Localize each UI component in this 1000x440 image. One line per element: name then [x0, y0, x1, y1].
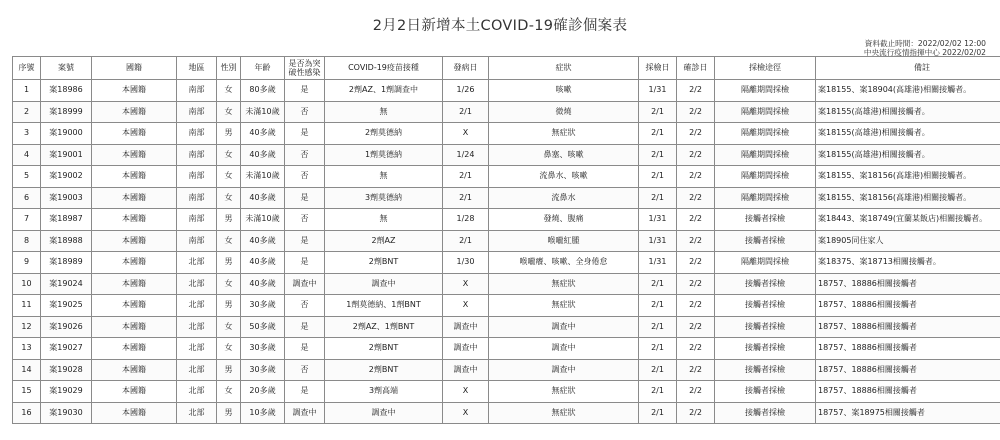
- cell-sex: 男: [217, 359, 241, 381]
- cell-age: 10多歲: [241, 402, 285, 424]
- cell-sample-date: 2/1: [639, 144, 677, 166]
- cell-nationality: 本國籍: [92, 338, 177, 360]
- cell-age: 40多歲: [241, 144, 285, 166]
- cell-test-route: 隔離期間採檢: [715, 123, 816, 145]
- cell-age: 40多歲: [241, 123, 285, 145]
- cell-symptoms: 無症狀: [489, 381, 639, 403]
- cell-confirm-date: 2/2: [677, 187, 715, 209]
- cell-region: 北部: [177, 381, 217, 403]
- cell-sex: 男: [217, 252, 241, 274]
- cell-remarks: 18757、18886相關接觸者: [816, 381, 1000, 403]
- cell-nationality: 本國籍: [92, 252, 177, 274]
- cell-vaccine: 3劑高端: [325, 381, 443, 403]
- cell-remarks: 18757、18886相關接觸者: [816, 295, 1000, 317]
- cell-seq: 13: [13, 338, 41, 360]
- cell-sex: 女: [217, 80, 241, 102]
- cell-sample-date: 2/1: [639, 402, 677, 424]
- cell-remarks: 18757、案18975相關接觸者: [816, 402, 1000, 424]
- cell-test-route: 隔離期間採檢: [715, 252, 816, 274]
- cell-symptoms: 流鼻水: [489, 187, 639, 209]
- cell-remarks: 案18375、案18713相關接觸者。: [816, 252, 1000, 274]
- cell-nationality: 本國籍: [92, 230, 177, 252]
- cell-confirm-date: 2/2: [677, 166, 715, 188]
- table-row: [13, 187, 1000, 209]
- cell-symptoms: 咳嗽: [489, 80, 639, 102]
- table-body: [13, 80, 1000, 424]
- cell-sample-date: 2/1: [639, 316, 677, 338]
- cell-onset-date: 1/26: [443, 80, 489, 102]
- cell-sample-date: 2/1: [639, 273, 677, 295]
- cell-breakthrough: 是: [285, 80, 325, 102]
- table-row: [13, 101, 1000, 123]
- cell-remarks: 案18155(高雄港)相關接觸者。: [816, 144, 1000, 166]
- cell-onset-date: 2/1: [443, 101, 489, 123]
- cell-symptoms: 無症狀: [489, 402, 639, 424]
- table-row: [13, 402, 1000, 424]
- cell-onset-date: 2/1: [443, 187, 489, 209]
- cell-age: 80多歲: [241, 80, 285, 102]
- cell-symptoms: 調查中: [489, 316, 639, 338]
- cell-confirm-date: 2/2: [677, 230, 715, 252]
- header-symptoms: 症狀: [489, 57, 639, 80]
- cell-symptoms: 無症狀: [489, 295, 639, 317]
- cell-vaccine: 2劑莫德納: [325, 123, 443, 145]
- cell-symptoms: 無症狀: [489, 273, 639, 295]
- cell-region: 南部: [177, 123, 217, 145]
- cell-seq: 6: [13, 187, 41, 209]
- cell-seq: 11: [13, 295, 41, 317]
- cell-onset-date: 2/1: [443, 230, 489, 252]
- cell-test-route: 接觸者採檢: [715, 295, 816, 317]
- cell-confirm-date: 2/2: [677, 381, 715, 403]
- cell-sample-date: 1/31: [639, 209, 677, 231]
- cell-breakthrough: 否: [285, 295, 325, 317]
- cell-nationality: 本國籍: [92, 381, 177, 403]
- table-row: [13, 166, 1000, 188]
- cell-breakthrough: 是: [285, 338, 325, 360]
- cell-remarks: 案18155(高雄港)相關接觸者。: [816, 101, 1000, 123]
- header-age: 年齡: [241, 57, 285, 80]
- cell-vaccine: 2劑AZ: [325, 230, 443, 252]
- cell-case-no: 案19027: [41, 338, 92, 360]
- cell-case-no: 案18987: [41, 209, 92, 231]
- cell-sample-date: 2/1: [639, 187, 677, 209]
- cell-sample-date: 2/1: [639, 359, 677, 381]
- cell-sample-date: 2/1: [639, 166, 677, 188]
- cell-test-route: 接觸者採檢: [715, 381, 816, 403]
- cell-seq: 8: [13, 230, 41, 252]
- cell-confirm-date: 2/2: [677, 295, 715, 317]
- table-row: [13, 381, 1000, 403]
- cell-case-no: 案19028: [41, 359, 92, 381]
- case-table: [12, 56, 1000, 424]
- cell-remarks: 案18905同住家人: [816, 230, 1000, 252]
- cell-seq: 14: [13, 359, 41, 381]
- cell-sex: 女: [217, 338, 241, 360]
- cell-vaccine: 1劑莫德納、1劑BNT: [325, 295, 443, 317]
- cell-symptoms: 調查中: [489, 338, 639, 360]
- cell-case-no: 案19002: [41, 166, 92, 188]
- cell-nationality: 本國籍: [92, 273, 177, 295]
- cell-breakthrough: 是: [285, 252, 325, 274]
- cell-breakthrough: 是: [285, 230, 325, 252]
- cell-symptoms: 無症狀: [489, 123, 639, 145]
- cell-region: 北部: [177, 359, 217, 381]
- cell-confirm-date: 2/2: [677, 101, 715, 123]
- cell-sex: 男: [217, 209, 241, 231]
- cell-test-route: 接觸者採檢: [715, 230, 816, 252]
- cell-symptoms: 微燒: [489, 101, 639, 123]
- cell-age: 20多歲: [241, 381, 285, 403]
- cell-test-route: 接觸者採檢: [715, 273, 816, 295]
- cell-seq: 12: [13, 316, 41, 338]
- cell-remarks: 案18155(高雄港)相關接觸者。: [816, 123, 1000, 145]
- cell-sample-date: 2/1: [639, 101, 677, 123]
- cell-nationality: 本國籍: [92, 166, 177, 188]
- cell-onset-date: 2/1: [443, 166, 489, 188]
- cell-test-route: 隔離期間採檢: [715, 144, 816, 166]
- header-confirm-date: 確診日: [677, 57, 715, 80]
- cell-breakthrough: 是: [285, 187, 325, 209]
- header-row: [13, 57, 1000, 80]
- cell-onset-date: X: [443, 402, 489, 424]
- cell-vaccine: 調查中: [325, 402, 443, 424]
- header-region: 地區: [177, 57, 217, 80]
- table-row: [13, 338, 1000, 360]
- cell-age: 未滿10歲: [241, 209, 285, 231]
- cell-case-no: 案19003: [41, 187, 92, 209]
- cell-age: 未滿10歲: [241, 101, 285, 123]
- cell-remarks: 案18155、案18904(高雄港)相關接觸者。: [816, 80, 1000, 102]
- cell-breakthrough: 是: [285, 316, 325, 338]
- cell-sample-date: 2/1: [639, 381, 677, 403]
- cell-onset-date: 調查中: [443, 338, 489, 360]
- cell-nationality: 本國籍: [92, 144, 177, 166]
- cell-onset-date: X: [443, 381, 489, 403]
- cell-seq: 2: [13, 101, 41, 123]
- header-vaccine: COVID-19疫苗接種: [325, 57, 443, 80]
- cell-test-route: 接觸者採檢: [715, 402, 816, 424]
- cell-confirm-date: 2/2: [677, 359, 715, 381]
- cell-sample-date: 1/31: [639, 80, 677, 102]
- publisher-date: 中央流行疫情指揮中心 2022/02/02: [863, 48, 986, 57]
- cell-breakthrough: 否: [285, 209, 325, 231]
- cell-nationality: 本國籍: [92, 187, 177, 209]
- cell-confirm-date: 2/2: [677, 402, 715, 424]
- cell-nationality: 本國籍: [92, 359, 177, 381]
- cell-test-route: 隔離期間採檢: [715, 166, 816, 188]
- cell-breakthrough: 否: [285, 144, 325, 166]
- cell-region: 南部: [177, 230, 217, 252]
- cell-vaccine: 2劑BNT: [325, 252, 443, 274]
- table-row: [13, 316, 1000, 338]
- cell-breakthrough: 調查中: [285, 273, 325, 295]
- table-row: [13, 144, 1000, 166]
- cell-breakthrough: 否: [285, 166, 325, 188]
- cell-confirm-date: 2/2: [677, 80, 715, 102]
- cell-age: 30多歲: [241, 359, 285, 381]
- table-row: [13, 209, 1000, 231]
- cell-age: 40多歲: [241, 187, 285, 209]
- cell-nationality: 本國籍: [92, 209, 177, 231]
- table-header: [13, 57, 1000, 80]
- cell-symptoms: 喉嚨癢、咳嗽、全身倦怠: [489, 252, 639, 274]
- cell-region: 北部: [177, 316, 217, 338]
- cell-vaccine: 無: [325, 209, 443, 231]
- cell-nationality: 本國籍: [92, 101, 177, 123]
- cell-region: 北部: [177, 252, 217, 274]
- cell-seq: 5: [13, 166, 41, 188]
- cell-seq: 15: [13, 381, 41, 403]
- cell-region: 南部: [177, 187, 217, 209]
- cell-test-route: 接觸者採檢: [715, 209, 816, 231]
- cell-breakthrough: 是: [285, 381, 325, 403]
- cell-vaccine: 2劑AZ、1劑BNT: [325, 316, 443, 338]
- header-remarks: 備註: [816, 57, 1000, 80]
- cell-test-route: 接觸者採檢: [715, 359, 816, 381]
- cell-onset-date: X: [443, 273, 489, 295]
- cell-sample-date: 1/31: [639, 252, 677, 274]
- cell-symptoms: 流鼻水、咳嗽: [489, 166, 639, 188]
- cell-nationality: 本國籍: [92, 80, 177, 102]
- cell-seq: 4: [13, 144, 41, 166]
- cell-case-no: 案19001: [41, 144, 92, 166]
- cell-remarks: 案18155、案18156(高雄港)相關接觸者。: [816, 166, 1000, 188]
- cell-remarks: 案18443、案18749(宜蘭某飯店)相關接觸者。: [816, 209, 1000, 231]
- table-row: [13, 252, 1000, 274]
- cell-breakthrough: 否: [285, 101, 325, 123]
- cell-onset-date: 1/24: [443, 144, 489, 166]
- cell-sample-date: 2/1: [639, 295, 677, 317]
- cell-age: 50多歲: [241, 316, 285, 338]
- header-nationality: 國籍: [92, 57, 177, 80]
- header-breakthrough: 是否為突破性感染: [285, 57, 325, 80]
- cell-case-no: 案19000: [41, 123, 92, 145]
- cell-age: 40多歲: [241, 273, 285, 295]
- cell-sample-date: 1/31: [639, 230, 677, 252]
- cell-region: 南部: [177, 209, 217, 231]
- cell-vaccine: 2劑BNT: [325, 359, 443, 381]
- cell-onset-date: 調查中: [443, 359, 489, 381]
- cell-vaccine: 2劑AZ、1劑調查中: [325, 80, 443, 102]
- cell-region: 北部: [177, 295, 217, 317]
- cell-case-no: 案19024: [41, 273, 92, 295]
- table-row: [13, 295, 1000, 317]
- cell-vaccine: 1劑莫德納: [325, 144, 443, 166]
- cell-sex: 女: [217, 316, 241, 338]
- cell-remarks: 18757、18886相關接觸者: [816, 316, 1000, 338]
- cell-region: 北部: [177, 402, 217, 424]
- cell-symptoms: 調查中: [489, 359, 639, 381]
- cell-symptoms: 鼻塞、咳嗽: [489, 144, 639, 166]
- cell-seq: 3: [13, 123, 41, 145]
- cell-vaccine: 無: [325, 166, 443, 188]
- cell-test-route: 隔離期間採檢: [715, 101, 816, 123]
- cell-nationality: 本國籍: [92, 295, 177, 317]
- cell-sex: 女: [217, 144, 241, 166]
- cell-confirm-date: 2/2: [677, 123, 715, 145]
- cell-vaccine: 調查中: [325, 273, 443, 295]
- cell-vaccine: 2劑BNT: [325, 338, 443, 360]
- cell-age: 40多歲: [241, 252, 285, 274]
- cell-sample-date: 2/1: [639, 123, 677, 145]
- cell-region: 南部: [177, 144, 217, 166]
- cell-sex: 女: [217, 187, 241, 209]
- header-test-route: 採檢途徑: [715, 57, 816, 80]
- header-case-no: 案號: [41, 57, 92, 80]
- cell-case-no: 案18986: [41, 80, 92, 102]
- cell-remarks: 案18155、案18156(高雄港)相關接觸者。: [816, 187, 1000, 209]
- cell-sex: 女: [217, 166, 241, 188]
- cell-seq: 1: [13, 80, 41, 102]
- cell-seq: 10: [13, 273, 41, 295]
- cell-case-no: 案18999: [41, 101, 92, 123]
- cell-sex: 男: [217, 123, 241, 145]
- cell-sex: 女: [217, 381, 241, 403]
- cell-sex: 女: [217, 273, 241, 295]
- data-cutoff-time: 資料截止時間：2022/02/02 12:00: [864, 39, 986, 48]
- cell-onset-date: 1/28: [443, 209, 489, 231]
- table-row: [13, 80, 1000, 102]
- cell-region: 南部: [177, 101, 217, 123]
- cell-case-no: 案18989: [41, 252, 92, 274]
- cell-remarks: 18757、18886相關接觸者: [816, 359, 1000, 381]
- cell-nationality: 本國籍: [92, 123, 177, 145]
- cell-case-no: 案19025: [41, 295, 92, 317]
- cell-symptoms: 發燒、腹痛: [489, 209, 639, 231]
- page-title: 2月2日新增本土COVID-19確診個案表: [372, 18, 628, 34]
- cell-seq: 16: [13, 402, 41, 424]
- cell-sex: 男: [217, 402, 241, 424]
- cell-region: 北部: [177, 338, 217, 360]
- cell-age: 40多歲: [241, 230, 285, 252]
- cell-region: 北部: [177, 273, 217, 295]
- cell-case-no: 案19029: [41, 381, 92, 403]
- cell-onset-date: X: [443, 295, 489, 317]
- cell-onset-date: 1/30: [443, 252, 489, 274]
- cell-test-route: 隔離期間採檢: [715, 187, 816, 209]
- cell-sample-date: 2/1: [639, 338, 677, 360]
- table-row: [13, 273, 1000, 295]
- cell-onset-date: 調查中: [443, 316, 489, 338]
- cell-case-no: 案18988: [41, 230, 92, 252]
- cell-breakthrough: 調查中: [285, 402, 325, 424]
- cell-age: 30多歲: [241, 338, 285, 360]
- cell-sex: 女: [217, 101, 241, 123]
- cell-confirm-date: 2/2: [677, 338, 715, 360]
- header-sex: 性別: [217, 57, 241, 80]
- cell-confirm-date: 2/2: [677, 252, 715, 274]
- cell-age: 30多歲: [241, 295, 285, 317]
- header-sample-date: 採檢日: [639, 57, 677, 80]
- cell-onset-date: X: [443, 123, 489, 145]
- table-row: [13, 123, 1000, 145]
- cell-breakthrough: 是: [285, 123, 325, 145]
- table-row: [13, 359, 1000, 381]
- cell-nationality: 本國籍: [92, 316, 177, 338]
- cell-test-route: 接觸者採檢: [715, 316, 816, 338]
- cell-region: 南部: [177, 166, 217, 188]
- cell-test-route: 隔離期間採檢: [715, 80, 816, 102]
- table-row: [13, 230, 1000, 252]
- cell-remarks: 18757、18886相關接觸者: [816, 338, 1000, 360]
- cell-remarks: 18757、18886相關接觸者: [816, 273, 1000, 295]
- cell-symptoms: 喉嚨紅腫: [489, 230, 639, 252]
- cell-confirm-date: 2/2: [677, 144, 715, 166]
- cell-vaccine: 無: [325, 101, 443, 123]
- cell-vaccine: 3劑莫德納: [325, 187, 443, 209]
- cell-sex: 女: [217, 230, 241, 252]
- cell-breakthrough: 否: [285, 359, 325, 381]
- cell-seq: 9: [13, 252, 41, 274]
- cell-nationality: 本國籍: [92, 402, 177, 424]
- cell-seq: 7: [13, 209, 41, 231]
- cell-age: 未滿10歲: [241, 166, 285, 188]
- cell-confirm-date: 2/2: [677, 273, 715, 295]
- cell-region: 南部: [177, 80, 217, 102]
- cell-case-no: 案19030: [41, 402, 92, 424]
- cell-test-route: 接觸者採檢: [715, 338, 816, 360]
- header-seq: 序號: [13, 57, 41, 80]
- cell-confirm-date: 2/2: [677, 209, 715, 231]
- cell-confirm-date: 2/2: [677, 316, 715, 338]
- cell-sex: 男: [217, 295, 241, 317]
- cell-case-no: 案19026: [41, 316, 92, 338]
- header-onset-date: 發病日: [443, 57, 489, 80]
